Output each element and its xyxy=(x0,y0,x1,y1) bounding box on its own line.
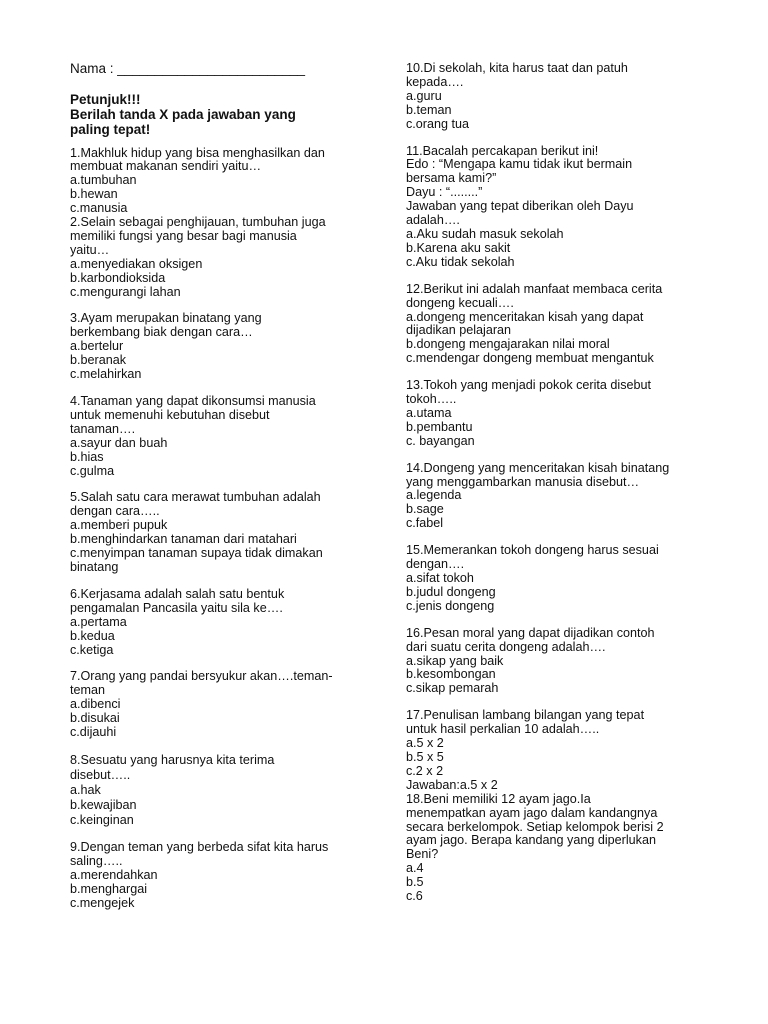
question-line: a.Aku sudah masuk sekolah xyxy=(406,226,564,241)
question-line: untuk hasil perkalian 10 adalah….. xyxy=(406,722,600,737)
question-line: Jawaban yang tepat diberikan oleh Dayu xyxy=(406,199,634,214)
question-line: a.4 xyxy=(406,861,424,876)
question-line: a.bertelur xyxy=(70,339,124,354)
question-line: b.judul dongeng xyxy=(406,584,496,599)
question-line: b.menghargai xyxy=(70,881,148,896)
question-line: yaitu… xyxy=(70,242,110,257)
question-line: Beni? xyxy=(406,847,439,862)
question-line: a.memberi pupuk xyxy=(70,518,168,533)
question-line: b.menghindarkan tanaman dari matahari xyxy=(70,532,297,547)
name-field-label: Nama : _________________________ xyxy=(70,61,305,76)
question-line: c.fabel xyxy=(406,516,444,531)
question-line: c.keinginan xyxy=(70,812,134,827)
question-11 xyxy=(406,145,706,270)
question-line: c.sikap pemarah xyxy=(406,681,499,696)
question-line: c.mengurangi lahan xyxy=(70,284,181,299)
question-line: yang menggambarkan manusia disebut… xyxy=(406,474,640,489)
question-line: a.sikap yang baik xyxy=(406,653,504,668)
question-line: b.karbondioksida xyxy=(70,270,166,285)
question-line: c.2 x 2 xyxy=(406,763,444,778)
question-line: Jawaban:a.5 x 2 xyxy=(406,777,498,792)
right-column xyxy=(406,62,706,917)
question-line: a.menyediakan oksigen xyxy=(70,256,203,271)
question-line: c.Aku tidak sekolah xyxy=(406,254,515,269)
question-line: a.sifat tokoh xyxy=(406,571,474,585)
question-text: 16.Pesan moral yang dapat dijadikan contoh xyxy=(406,625,655,640)
question-text: 10.Di sekolah, kita harus taat dan patuh xyxy=(406,61,628,75)
question-line: teman xyxy=(70,683,106,698)
question-line: b.disukai xyxy=(70,711,120,726)
question-text: 15.Memerankan tokoh dongeng harus sesuai xyxy=(406,543,659,558)
question-line: saling….. xyxy=(70,853,123,868)
question-line: a.guru xyxy=(406,88,442,103)
question-line: a.tumbuhan xyxy=(70,173,137,188)
question-line: c.mendengar dongeng membuat mengantuk xyxy=(406,351,654,366)
question-9 xyxy=(70,841,370,911)
question-text: 11.Bacalah percakapan berikut ini! xyxy=(406,143,599,158)
question-line: c.menyimpan tanaman supaya tidak dimakan xyxy=(70,546,323,561)
question-line: a.merendahkan xyxy=(70,867,158,882)
question-1 xyxy=(70,147,370,217)
question-3 xyxy=(70,312,370,382)
question-text: 17.Penulisan lambang bilangan yang tepat xyxy=(406,708,645,723)
question-18 xyxy=(406,793,706,904)
question-line: pengamalan Pancasila yaitu sila ke…. xyxy=(70,600,283,615)
question-line: c.melahirkan xyxy=(70,367,142,382)
question-17 xyxy=(406,709,706,792)
question-line: b.sage xyxy=(406,502,444,517)
question-line: b.kesombongan xyxy=(406,667,496,682)
question-text: 14.Dongeng yang menceritakan kisah binatang xyxy=(406,460,670,475)
question-line: menempatkan ayam jago dalam kandangnya xyxy=(406,805,658,820)
question-line: b.hewan xyxy=(70,187,118,202)
question-text: 5.Salah satu cara merawat tumbuhan adalah xyxy=(70,490,321,505)
question-text: 3.Ayam merupakan binatang yang xyxy=(70,311,262,326)
question-text: 7.Orang yang pandai bersyukur akan….teman- xyxy=(70,669,333,684)
question-line: a.dibenci xyxy=(70,697,121,712)
question-7 xyxy=(70,670,370,740)
question-text: 1.Makhluk hidup yang bisa menghasilkan dan xyxy=(70,145,325,160)
question-line: a.utama xyxy=(406,405,452,420)
question-text: 9.Dengan teman yang berbeda sifat kita harus xyxy=(70,839,329,854)
question-14 xyxy=(406,462,706,532)
question-line: b.hias xyxy=(70,449,104,464)
question-text: 13.Tokoh yang menjadi pokok cerita disebut xyxy=(406,378,652,393)
question-line: b.kedua xyxy=(70,628,115,643)
question-line: a.sayur dan buah xyxy=(70,435,168,450)
question-line: a.5 x 2 xyxy=(406,736,444,751)
question-line: tanaman…. xyxy=(70,421,136,436)
question-line: bersama kami?” xyxy=(406,171,497,186)
question-line: ayam jago. Berapa kandang yang diperlukan xyxy=(406,833,656,848)
question-12 xyxy=(406,283,706,366)
question-text: 4.Tanaman yang dapat dikonsumsi manusia xyxy=(70,394,316,409)
question-line: c.ketiga xyxy=(70,642,114,657)
question-text: 6.Kerjasama adalah salah satu bentuk xyxy=(70,586,285,601)
question-line: b.5 x 5 xyxy=(406,749,444,764)
question-line: c. bayangan xyxy=(406,433,475,448)
question-line: b.dongeng mengajarakan nilai moral xyxy=(406,337,610,352)
question-line: tokoh….. xyxy=(406,392,457,407)
question-line: Edo : “Mengapa kamu tidak ikut bermain xyxy=(406,157,633,172)
question-13 xyxy=(406,379,706,449)
question-text: 12.Berikut ini adalah manfaat membaca cerita xyxy=(406,281,663,296)
question-line: c.manusia xyxy=(70,201,128,216)
question-line: c.mengejek xyxy=(70,895,135,910)
question-line: b.5 xyxy=(406,875,424,890)
question-line: membuat makanan sendiri yaitu… xyxy=(70,159,262,174)
instructions xyxy=(70,92,370,138)
question-text: 8.Sesuatu yang harusnya kita terima xyxy=(70,752,275,767)
instruction-line: Petunjuk!!! xyxy=(70,91,141,107)
question-line: secara berkelompok. Setiap kelompok berisi 2 xyxy=(406,819,664,834)
question-line: memiliki fungsi yang besar bagi manusia xyxy=(70,228,297,243)
question-5 xyxy=(70,491,370,574)
question-line: disebut….. xyxy=(70,767,131,782)
question-line: b.kewajiban xyxy=(70,797,137,812)
instruction-line: paling tepat! xyxy=(70,122,151,138)
question-16 xyxy=(406,627,706,697)
question-line: adalah…. xyxy=(406,213,460,228)
question-text: 18.Beni memiliki 12 ayam jago.Ia xyxy=(406,791,591,806)
question-line: a.legenda xyxy=(406,488,462,503)
question-line: c.dijauhi xyxy=(70,725,117,740)
question-line: dari suatu cerita dongeng adalah…. xyxy=(406,639,606,654)
question-line: b.teman xyxy=(406,102,452,117)
question-line: c.gulma xyxy=(70,463,115,478)
question-text: 2.Selain sebagai penghijauan, tumbuhan juga xyxy=(70,215,326,230)
question-line: b.pembantu xyxy=(406,419,473,434)
question-line: dongeng kecuali…. xyxy=(406,295,514,310)
question-line: c.6 xyxy=(406,889,423,904)
left-column xyxy=(70,62,370,923)
question-line: berkembang biak dengan cara… xyxy=(70,325,253,340)
question-2 xyxy=(70,216,370,299)
question-8 xyxy=(70,753,370,828)
question-line: untuk memenuhi kebutuhan disebut xyxy=(70,407,270,422)
question-line: a.pertama xyxy=(70,614,127,629)
question-line: dengan cara….. xyxy=(70,504,160,519)
question-line: c.jenis dongeng xyxy=(406,598,495,613)
question-4 xyxy=(70,395,370,478)
question-line: a.dongeng menceritakan kisah yang dapat xyxy=(406,309,644,324)
question-line: dijadikan pelajaran xyxy=(406,323,512,338)
question-line: binatang xyxy=(70,559,119,574)
question-15 xyxy=(406,544,706,614)
question-10 xyxy=(406,62,706,132)
question-6 xyxy=(70,588,370,658)
question-line: kepada…. xyxy=(406,74,464,89)
question-line: b.beranak xyxy=(70,353,127,368)
question-line: a.hak xyxy=(70,782,101,797)
question-line: b.Karena aku sakit xyxy=(406,240,511,255)
question-line: dengan…. xyxy=(406,557,465,572)
question-line: Dayu : “........” xyxy=(406,185,483,200)
instruction-line: Berilah tanda X pada jawaban yang xyxy=(70,107,296,123)
question-line: c.orang tua xyxy=(406,116,470,131)
